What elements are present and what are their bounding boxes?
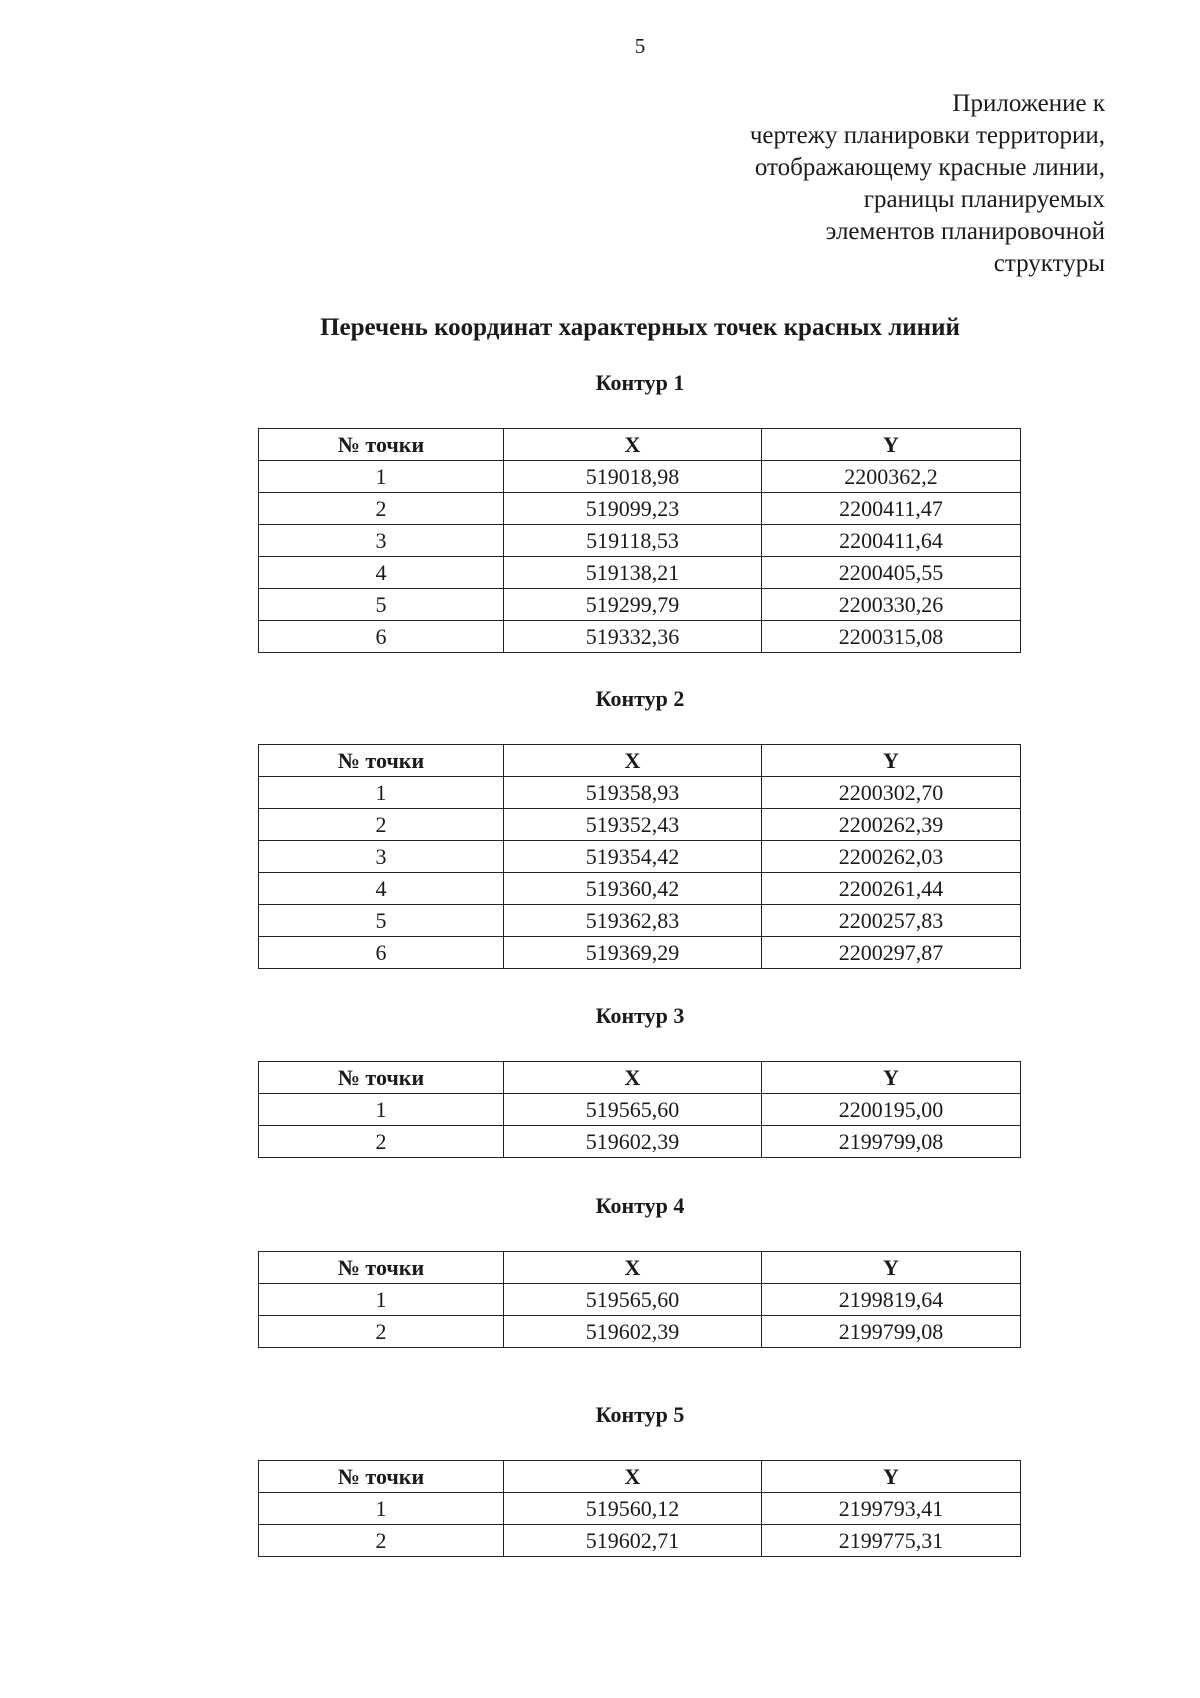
- table-header-row: [259, 1062, 1021, 1094]
- column-header-x: X: [504, 429, 762, 461]
- x-coordinate: 519560,12: [504, 1493, 762, 1525]
- table-row: [259, 1493, 1021, 1525]
- table-row: [259, 1525, 1021, 1557]
- contour-5-table: [258, 1460, 1021, 1557]
- x-coordinate: 519602,39: [504, 1126, 762, 1158]
- x-coordinate: 519352,43: [504, 809, 762, 841]
- y-coordinate: 2199775,31: [762, 1525, 1021, 1557]
- table-header-row: [259, 1252, 1021, 1284]
- column-header-x: X: [504, 745, 762, 777]
- appendix-line: структуры: [993, 250, 1105, 277]
- contour-2-heading: Контур 2: [595, 686, 685, 711]
- y-coordinate: 2200411,47: [762, 493, 1021, 525]
- x-coordinate: 519332,36: [504, 621, 762, 653]
- y-coordinate: 2200405,55: [762, 557, 1021, 589]
- x-coordinate: 519369,29: [504, 937, 762, 969]
- x-coordinate: 519354,42: [504, 841, 762, 873]
- contour-4-heading: Контур 4: [595, 1193, 685, 1218]
- table-row: [259, 873, 1021, 905]
- point-number: 4: [259, 873, 504, 905]
- column-header-y: Y: [762, 745, 1021, 777]
- point-number: 2: [259, 493, 504, 525]
- appendix-line: границы планируемых: [863, 186, 1105, 213]
- column-header-point: № точки: [259, 1461, 504, 1493]
- x-coordinate: 519018,98: [504, 461, 762, 493]
- contour-2-table: [258, 744, 1021, 969]
- x-coordinate: 519118,53: [504, 525, 762, 557]
- y-coordinate: 2199799,08: [762, 1316, 1021, 1348]
- column-header-point: № точки: [259, 429, 504, 461]
- point-number: 1: [259, 1284, 504, 1316]
- point-number: 1: [259, 777, 504, 809]
- table-row: [259, 1126, 1021, 1158]
- point-number: 5: [259, 589, 504, 621]
- point-number: 3: [259, 525, 504, 557]
- point-number: 1: [259, 1094, 504, 1126]
- point-number: 2: [259, 1316, 504, 1348]
- table-row: [259, 777, 1021, 809]
- column-header-point: № точки: [259, 745, 504, 777]
- column-header-y: Y: [762, 1062, 1021, 1094]
- table-row: [259, 461, 1021, 493]
- table-row: [259, 809, 1021, 841]
- x-coordinate: 519360,42: [504, 873, 762, 905]
- point-number: 3: [259, 841, 504, 873]
- column-header-x: X: [504, 1252, 762, 1284]
- column-header-y: Y: [762, 1252, 1021, 1284]
- point-number: 1: [259, 1493, 504, 1525]
- table-header-row: [259, 745, 1021, 777]
- y-coordinate: 2200362,2: [762, 461, 1021, 493]
- point-number: 4: [259, 557, 504, 589]
- point-number: 6: [259, 621, 504, 653]
- table-header-row: [259, 429, 1021, 461]
- contour-1-heading: Контур 1: [595, 370, 685, 395]
- x-coordinate: 519362,83: [504, 905, 762, 937]
- column-header-point: № точки: [259, 1252, 504, 1284]
- table-row: [259, 621, 1021, 653]
- table-header-row: [259, 1461, 1021, 1493]
- x-coordinate: 519138,21: [504, 557, 762, 589]
- point-number: 2: [259, 1525, 504, 1557]
- point-number: 6: [259, 937, 504, 969]
- column-header-x: X: [504, 1062, 762, 1094]
- table-row: [259, 1316, 1021, 1348]
- y-coordinate: 2200262,03: [762, 841, 1021, 873]
- x-coordinate: 519565,60: [504, 1094, 762, 1126]
- y-coordinate: 2200261,44: [762, 873, 1021, 905]
- table-row: [259, 589, 1021, 621]
- x-coordinate: 519602,71: [504, 1525, 762, 1557]
- contour-3-heading: Контур 3: [595, 1003, 685, 1028]
- column-header-y: Y: [762, 429, 1021, 461]
- y-coordinate: 2200330,26: [762, 589, 1021, 621]
- y-coordinate: 2200262,39: [762, 809, 1021, 841]
- x-coordinate: 519299,79: [504, 589, 762, 621]
- contour-1-table: [258, 428, 1021, 653]
- appendix-note: [645, 88, 1105, 280]
- x-coordinate: 519099,23: [504, 493, 762, 525]
- page-number: 5: [634, 34, 646, 58]
- document-title: Перечень координат характерных точек красных линий: [320, 314, 960, 341]
- y-coordinate: 2200257,83: [762, 905, 1021, 937]
- y-coordinate: 2200195,00: [762, 1094, 1021, 1126]
- contour-4-table: [258, 1251, 1021, 1348]
- table-row: [259, 1284, 1021, 1316]
- point-number: 1: [259, 461, 504, 493]
- y-coordinate: 2199799,08: [762, 1126, 1021, 1158]
- y-coordinate: 2200297,87: [762, 937, 1021, 969]
- x-coordinate: 519565,60: [504, 1284, 762, 1316]
- appendix-line: чертежу планировки территории,: [749, 122, 1105, 149]
- table-row: [259, 557, 1021, 589]
- point-number: 5: [259, 905, 504, 937]
- x-coordinate: 519602,39: [504, 1316, 762, 1348]
- y-coordinate: 2200411,64: [762, 525, 1021, 557]
- contour-5-heading: Контур 5: [595, 1402, 685, 1427]
- appendix-line: элементов планировочной: [825, 218, 1105, 245]
- y-coordinate: 2200315,08: [762, 621, 1021, 653]
- table-row: [259, 1094, 1021, 1126]
- column-header-x: X: [504, 1461, 762, 1493]
- table-row: [259, 525, 1021, 557]
- table-row: [259, 905, 1021, 937]
- table-row: [259, 841, 1021, 873]
- point-number: 2: [259, 809, 504, 841]
- x-coordinate: 519358,93: [504, 777, 762, 809]
- table-row: [259, 937, 1021, 969]
- point-number: 2: [259, 1126, 504, 1158]
- column-header-y: Y: [762, 1461, 1021, 1493]
- table-row: [259, 493, 1021, 525]
- y-coordinate: 2199793,41: [762, 1493, 1021, 1525]
- appendix-line: отображающему красные линии,: [754, 154, 1105, 181]
- y-coordinate: 2199819,64: [762, 1284, 1021, 1316]
- column-header-point: № точки: [259, 1062, 504, 1094]
- y-coordinate: 2200302,70: [762, 777, 1021, 809]
- contour-3-table: [258, 1061, 1021, 1158]
- appendix-line: Приложение к: [952, 90, 1105, 117]
